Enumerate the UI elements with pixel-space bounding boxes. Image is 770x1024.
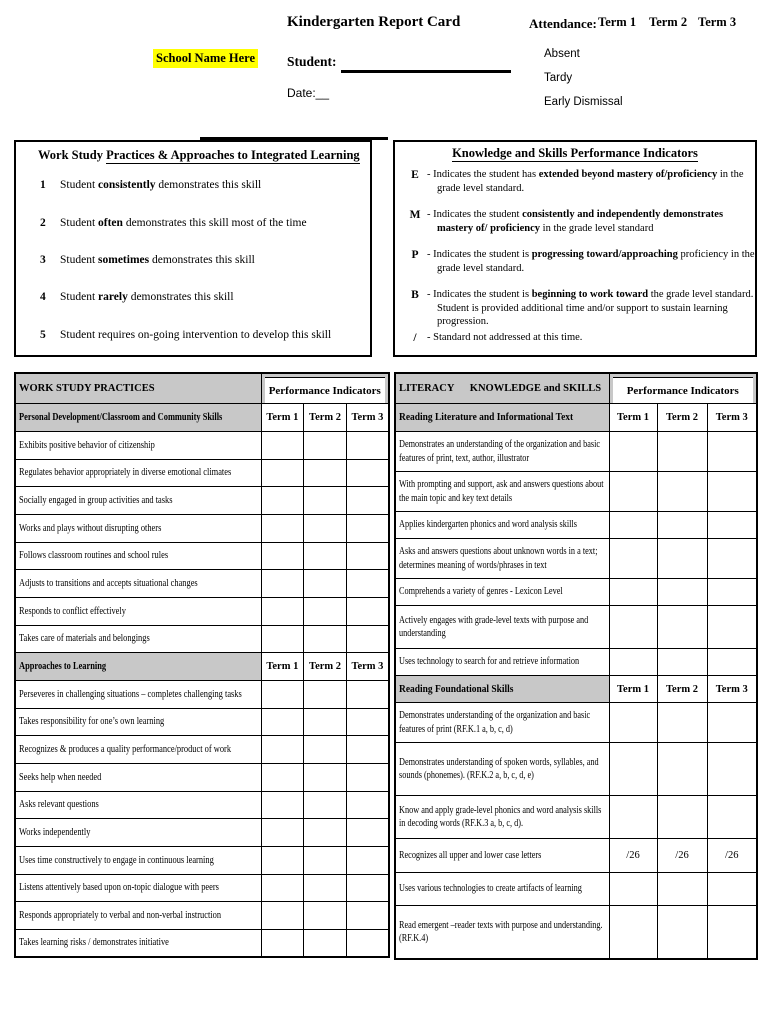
rating-key-item-3: 3 Student sometimes demonstrates this skill: [40, 254, 255, 266]
grade-cell[interactable]: [657, 472, 707, 512]
skill-label: Demonstrates an understanding of the organization and basic features of print, text, author, illustrator: [399, 439, 601, 464]
section-header-row: [15, 653, 389, 681]
skill-label: Exhibits positive behavior of citizenship: [19, 439, 155, 451]
skill-label: Uses technology to search for and retrieve information: [399, 656, 580, 668]
table-row: [395, 906, 757, 959]
grade-cell[interactable]: [304, 874, 347, 902]
table-row: [15, 597, 389, 625]
term-2-header: Term 2: [657, 404, 707, 432]
skill-label: Works and plays without disrupting others: [19, 522, 162, 534]
skill-label: Listens attentively based upon on-topic dialogue with peers: [19, 882, 219, 894]
score-cell[interactable]: /26: [657, 839, 707, 873]
term-3-header: Term 3: [346, 653, 389, 681]
grade-cell[interactable]: [346, 514, 389, 542]
grade-cell[interactable]: [707, 796, 757, 839]
student-name-line[interactable]: [341, 70, 511, 73]
grade-cell[interactable]: [261, 819, 304, 847]
grade-cell[interactable]: [657, 796, 707, 839]
attendance-row-early-dismissal: Early Dismissal: [544, 96, 623, 108]
skill-label: Responds to conflict effectively: [19, 605, 126, 617]
rating-key-item-5: 5 Student requires on-going intervention to develop this skill: [40, 329, 332, 341]
skill-label: Socially engaged in group activities and tasks: [19, 495, 173, 507]
school-name-highlight: School Name Here: [153, 49, 258, 68]
grade-cell[interactable]: [346, 902, 389, 930]
term-2-header: Term 2: [304, 653, 347, 681]
skill-label: Takes responsibility for one’s own learning: [19, 716, 165, 728]
term-1-header: Term 1: [609, 404, 657, 432]
grade-cell[interactable]: [707, 743, 757, 796]
grade-cell[interactable]: [304, 625, 347, 653]
section-title: Personal Development/Classroom and Community Skills: [19, 412, 223, 423]
grade-cell[interactable]: [261, 902, 304, 930]
rating-key-item-4: 4 Student rarely demonstrates this skill: [40, 291, 234, 303]
table-row: [395, 839, 757, 873]
grade-cell[interactable]: [707, 873, 757, 906]
grade-cell[interactable]: [657, 873, 707, 906]
grade-cell[interactable]: [304, 902, 347, 930]
grade-cell[interactable]: [657, 743, 707, 796]
grade-cell[interactable]: [304, 597, 347, 625]
table-row: [15, 736, 389, 764]
attendance-term-3: Term 3: [698, 15, 737, 29]
work-study-rating-key: [14, 140, 372, 357]
table-row: [15, 846, 389, 874]
skill-label: Asks relevant questions: [19, 799, 99, 811]
grade-cell[interactable]: [304, 459, 347, 487]
table-row: [15, 791, 389, 819]
attendance-term-2: Term 2: [649, 15, 688, 29]
grade-cell[interactable]: [609, 539, 657, 579]
grade-cell[interactable]: [304, 846, 347, 874]
table-row: [395, 606, 757, 649]
grade-cell[interactable]: [609, 796, 657, 839]
skill-label: Takes care of materials and belongings: [19, 633, 150, 645]
table-row: [395, 472, 757, 512]
term-3-header: Term 3: [346, 404, 389, 432]
grade-cell[interactable]: [304, 819, 347, 847]
section-header-row: [15, 404, 389, 432]
skill-label: Know and apply grade-level phonics and word analysis skills in decoding words (RF.K.3 a, b, c, d).: [399, 804, 602, 829]
grade-cell[interactable]: [346, 570, 389, 598]
grade-cell[interactable]: [261, 625, 304, 653]
grade-cell[interactable]: [707, 649, 757, 676]
literacy-table-title: LITERACY KNOWLEDGE and SKILLS: [395, 373, 609, 404]
table-row: [15, 487, 389, 515]
grade-cell[interactable]: [346, 763, 389, 791]
attendance-label: Attendance:: [529, 16, 597, 31]
grade-cell[interactable]: [609, 703, 657, 743]
grade-cell[interactable]: [261, 597, 304, 625]
skill-label: With prompting and support, ask and answers questions about the main topic and key text details: [399, 479, 604, 504]
table-row: [15, 625, 389, 653]
table-row: [15, 542, 389, 570]
skill-label: Takes learning risks / demonstrates initiative: [19, 937, 169, 949]
grade-cell[interactable]: [707, 539, 757, 579]
skill-label: Asks and answers questions about unknown words in a text; determines meaning of words/phrases in text: [399, 546, 598, 571]
skill-label: Recognizes & produces a quality performance/product of work: [19, 744, 232, 756]
grade-cell[interactable]: [609, 649, 657, 676]
page-title: Kindergarten Report Card: [287, 14, 461, 30]
table-row: [15, 819, 389, 847]
skill-label: Applies kindergarten phonics and word analysis skills: [399, 519, 577, 531]
grade-cell[interactable]: [261, 874, 304, 902]
grade-cell[interactable]: [304, 432, 347, 460]
grade-cell[interactable]: [609, 472, 657, 512]
attendance-row-absent: Absent: [544, 48, 580, 60]
table-row: [395, 539, 757, 579]
term-1-header: Term 1: [609, 676, 657, 703]
term-3-header: Term 3: [707, 404, 757, 432]
skill-label: Demonstrates understanding of the organization and basic features of print (RF.K.1 a, b, c, d): [399, 710, 591, 735]
table-row: [15, 874, 389, 902]
grade-cell[interactable]: [304, 570, 347, 598]
work-study-table-title: WORK STUDY PRACTICES: [15, 373, 261, 404]
grade-cell[interactable]: [609, 579, 657, 606]
table-header-row: [395, 373, 757, 404]
table-row: [15, 514, 389, 542]
section-title: Approaches to Learning: [19, 661, 107, 673]
grade-cell[interactable]: [346, 432, 389, 460]
section-title: Reading Foundational Skills: [399, 683, 514, 695]
skill-label: Adjusts to transitions and accepts situational changes: [19, 578, 198, 590]
term-3-header: Term 3: [707, 676, 757, 703]
grade-cell[interactable]: [261, 542, 304, 570]
section-header-row: [395, 676, 757, 703]
grade-cell[interactable]: [346, 846, 389, 874]
table-row: [395, 579, 757, 606]
table-row: [15, 902, 389, 930]
grade-cell[interactable]: [346, 680, 389, 708]
grade-cell[interactable]: [707, 906, 757, 959]
grade-cell[interactable]: [657, 539, 707, 579]
attendance-term-1: Term 1: [598, 15, 637, 29]
grade-cell[interactable]: [657, 579, 707, 606]
skill-label: Follows classroom routines and school rules: [19, 550, 169, 562]
grade-cell[interactable]: [261, 708, 304, 736]
table-row: [15, 929, 389, 957]
grade-cell[interactable]: [346, 819, 389, 847]
rating-key-item-1: 1 Student consistently demonstrates this skill: [40, 179, 262, 191]
skill-label: Regulates behavior appropriately in diverse emotional climates: [19, 467, 232, 479]
grade-cell[interactable]: [261, 846, 304, 874]
grade-cell[interactable]: [261, 736, 304, 764]
literacy-table: [394, 372, 758, 960]
grade-cell[interactable]: [261, 432, 304, 460]
grade-cell[interactable]: [707, 606, 757, 649]
grade-cell[interactable]: [707, 472, 757, 512]
grade-cell[interactable]: [657, 649, 707, 676]
table-row: [15, 680, 389, 708]
grade-cell[interactable]: [304, 487, 347, 515]
grade-cell[interactable]: [657, 432, 707, 472]
skill-label: Actively engages with grade-level texts with purpose and understanding: [399, 614, 589, 639]
grade-cell[interactable]: [261, 929, 304, 957]
grade-cell[interactable]: [346, 542, 389, 570]
grade-cell[interactable]: [261, 570, 304, 598]
score-cell[interactable]: /26: [609, 839, 657, 873]
grade-cell[interactable]: [609, 512, 657, 539]
skill-label: Uses various technologies to create artifacts of learning: [399, 883, 582, 895]
grade-cell[interactable]: [346, 459, 389, 487]
table-row: [395, 649, 757, 676]
grade-cell[interactable]: [707, 703, 757, 743]
table-row: [395, 873, 757, 906]
grade-cell[interactable]: [304, 763, 347, 791]
skill-label: Responds appropriately to verbal and non-verbal instruction: [19, 909, 222, 921]
skill-label: Perseveres in challenging situations – completes challenging tasks: [19, 688, 242, 700]
table-row: [395, 432, 757, 472]
grade-cell[interactable]: [261, 487, 304, 515]
grade-cell[interactable]: [261, 514, 304, 542]
term-1-header: Term 1: [261, 404, 304, 432]
table-row: [15, 432, 389, 460]
student-label: Student:: [287, 54, 337, 69]
score-cell[interactable]: /26: [707, 839, 757, 873]
grade-cell[interactable]: [609, 606, 657, 649]
grade-cell[interactable]: [346, 708, 389, 736]
grade-cell[interactable]: [304, 736, 347, 764]
work-study-table: [14, 372, 390, 958]
skill-label: Uses time constructively to engage in continuous learning: [19, 854, 214, 866]
grade-cell[interactable]: [261, 459, 304, 487]
grade-cell[interactable]: [304, 791, 347, 819]
indicator-key-title: Knowledge and Skills Performance Indicators: [452, 146, 698, 160]
skill-label: Works independently: [19, 827, 91, 839]
grade-cell[interactable]: [609, 873, 657, 906]
grade-cell[interactable]: [346, 487, 389, 515]
grade-cell[interactable]: [261, 763, 304, 791]
table-row: [395, 796, 757, 839]
grade-cell[interactable]: [346, 625, 389, 653]
term-2-header: Term 2: [657, 676, 707, 703]
grade-cell[interactable]: [304, 708, 347, 736]
skill-label: Recognizes all upper and lower case letters: [399, 849, 542, 861]
grade-cell[interactable]: [304, 542, 347, 570]
section-header-row: [395, 404, 757, 432]
attendance-row-tardy: Tardy: [544, 72, 573, 84]
grade-cell[interactable]: [346, 791, 389, 819]
date-field[interactable]: Date:__: [287, 86, 330, 100]
table-row: [15, 570, 389, 598]
skill-label: Read emergent –reader texts with purpose and understanding. (RF.K.4): [399, 919, 603, 944]
rating-key-item-2: 2 Student often demonstrates this skill most of the time: [40, 217, 307, 229]
table-row: [15, 763, 389, 791]
grade-cell[interactable]: [707, 512, 757, 539]
grade-cell[interactable]: [346, 874, 389, 902]
grade-cell[interactable]: [304, 680, 347, 708]
grade-cell[interactable]: [657, 606, 707, 649]
grade-cell[interactable]: [609, 906, 657, 959]
skill-label: Demonstrates understanding of spoken words, syllables, and sounds (phonemes). (RF.K.2 a, b, c, d, e): [399, 756, 599, 781]
grade-cell[interactable]: [261, 791, 304, 819]
indicator-key: Knowledge and Skills Performance Indicators E - Indicates the student has extended beyond mastery of/proficiency in the grade level standard. M - Indicates the student consistently and independently demonstrates mastery of/ proficiency in the grade level standard P - Indicates the student is progressing toward/approaching proficiency in the grade level standard. B - Indicates the student is beginning to work toward the grade level standard. Student is provided additional time and/or support to sustain learning progression. / - Standard not addressed at this time.: [393, 140, 757, 357]
term-1-header: Term 1: [261, 653, 304, 681]
grade-cell[interactable]: [304, 929, 347, 957]
skill-label: Seeks help when needed: [19, 771, 102, 783]
grade-cell[interactable]: [261, 680, 304, 708]
table-row: [15, 708, 389, 736]
grade-cell[interactable]: [657, 703, 707, 743]
table-row: [395, 512, 757, 539]
grade-cell[interactable]: [707, 579, 757, 606]
table-row: [15, 459, 389, 487]
table-header-row: [15, 373, 389, 404]
grade-cell[interactable]: [609, 743, 657, 796]
grade-cell[interactable]: [346, 929, 389, 957]
grade-cell[interactable]: [609, 432, 657, 472]
section-title: Reading Literature and Informational Text: [399, 412, 574, 423]
skill-label: Comprehends a variety of genres - Lexicon Level: [399, 586, 563, 598]
grade-cell[interactable]: [346, 597, 389, 625]
table-row: [395, 703, 757, 743]
grade-cell[interactable]: [657, 512, 707, 539]
grade-cell[interactable]: [346, 736, 389, 764]
grade-cell[interactable]: [707, 432, 757, 472]
rating-key-title: Work Study Practices & Approaches to Integrated Learning: [38, 148, 360, 162]
table-row: [395, 743, 757, 796]
performance-indicators-header: Performance Indicators: [261, 373, 389, 404]
grade-cell[interactable]: [657, 906, 707, 959]
grade-cell[interactable]: [304, 514, 347, 542]
term-2-header: Term 2: [304, 404, 347, 432]
performance-indicators-header: Performance Indicators: [609, 373, 757, 404]
